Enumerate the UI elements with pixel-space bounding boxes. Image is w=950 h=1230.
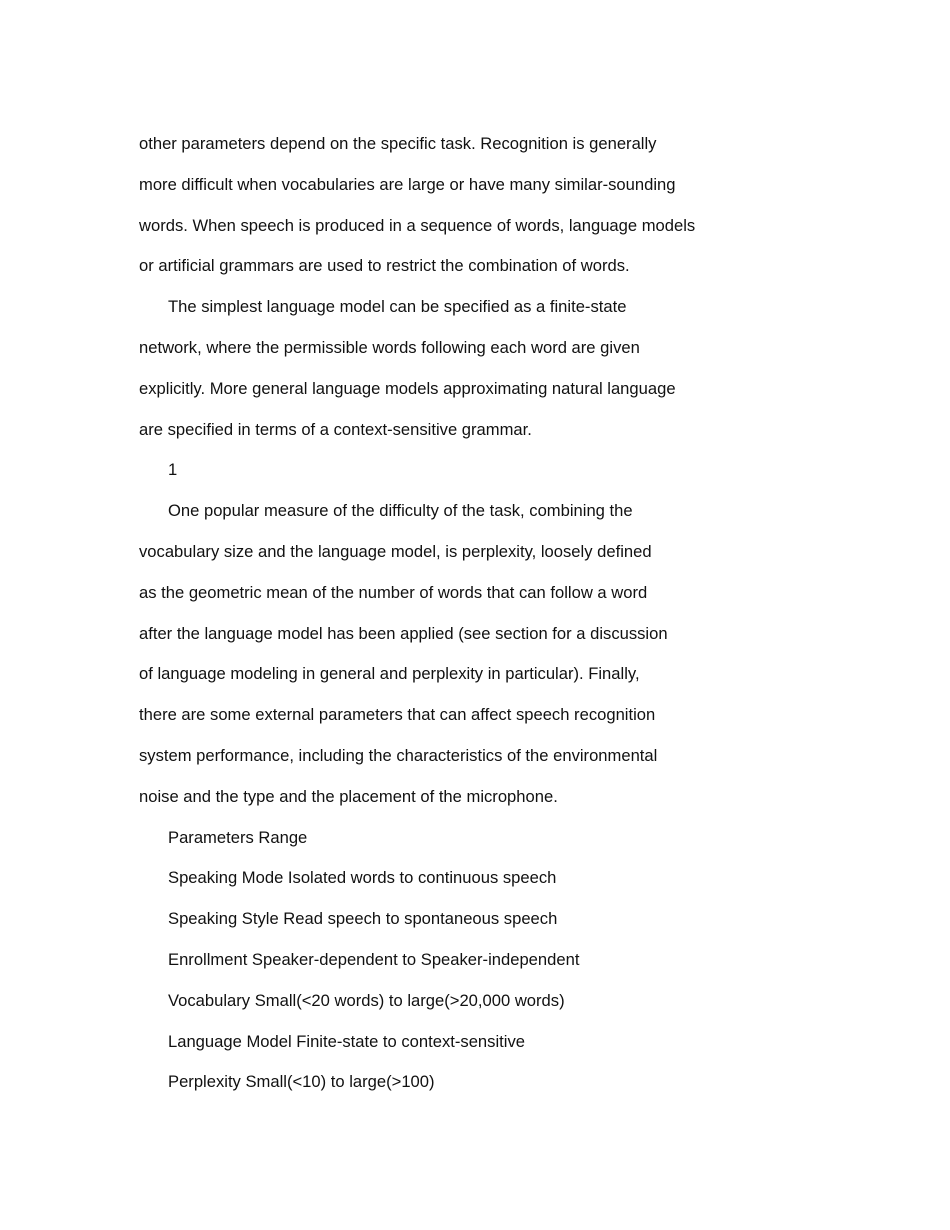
parameters-table [139,818,819,1104]
text-line: explicitly. More general language models approximating natural language [139,378,676,398]
text-line: after the language model has been applied (see section for a discussion [139,623,668,643]
text-line: there are some external parameters that can affect speech recognition [139,705,656,725]
paragraph-perplexity [139,491,819,817]
text-line: noise and the type and the placement of the microphone. [139,786,558,806]
table-row: Speaking Mode Isolated words to continuous speech [168,868,557,888]
footnote-marker: 1 [168,460,178,480]
table-row: Speaking Style Read speech to spontaneous speech [168,909,558,929]
table-row: Enrollment Speaker-dependent to Speaker-independent [168,949,580,969]
table-row: Vocabulary Small(<20 words) to large(>20,000 words) [168,990,565,1010]
paragraph-recognition-difficulty [139,124,819,287]
table-row: Perplexity Small(<10) to large(>100) [168,1072,435,1092]
table-header: Parameters Range [168,827,308,847]
text-line: other parameters depend on the specific task. Recognition is generally [139,134,657,153]
text-line: network, where the permissible words following each word are given [139,337,640,357]
text-line: system performance, including the characteristics of the environmental [139,745,658,765]
text-line: as the geometric mean of the number of words that can follow a word [139,582,648,602]
text-line: One popular measure of the difficulty of the task, combining the [168,501,633,521]
text-line: words. When speech is produced in a sequence of words, language models [139,215,696,235]
text-line: of language modeling in general and perplexity in particular). Finally, [139,664,640,684]
text-line: The simplest language model can be specified as a finite-state [168,297,627,317]
table-row: Language Model Finite-state to context-sensitive [168,1031,525,1051]
text-line: are specified in terms of a context-sensitive grammar. [139,419,532,439]
text-line: vocabulary size and the language model, is perplexity, loosely defined [139,541,652,561]
text-line: or artificial grammars are used to restrict the combination of words. [139,256,630,276]
paragraph-language-model [139,287,819,450]
text-line: more difficult when vocabularies are large or have many similar-sounding [139,174,676,194]
document-body [139,124,819,1103]
